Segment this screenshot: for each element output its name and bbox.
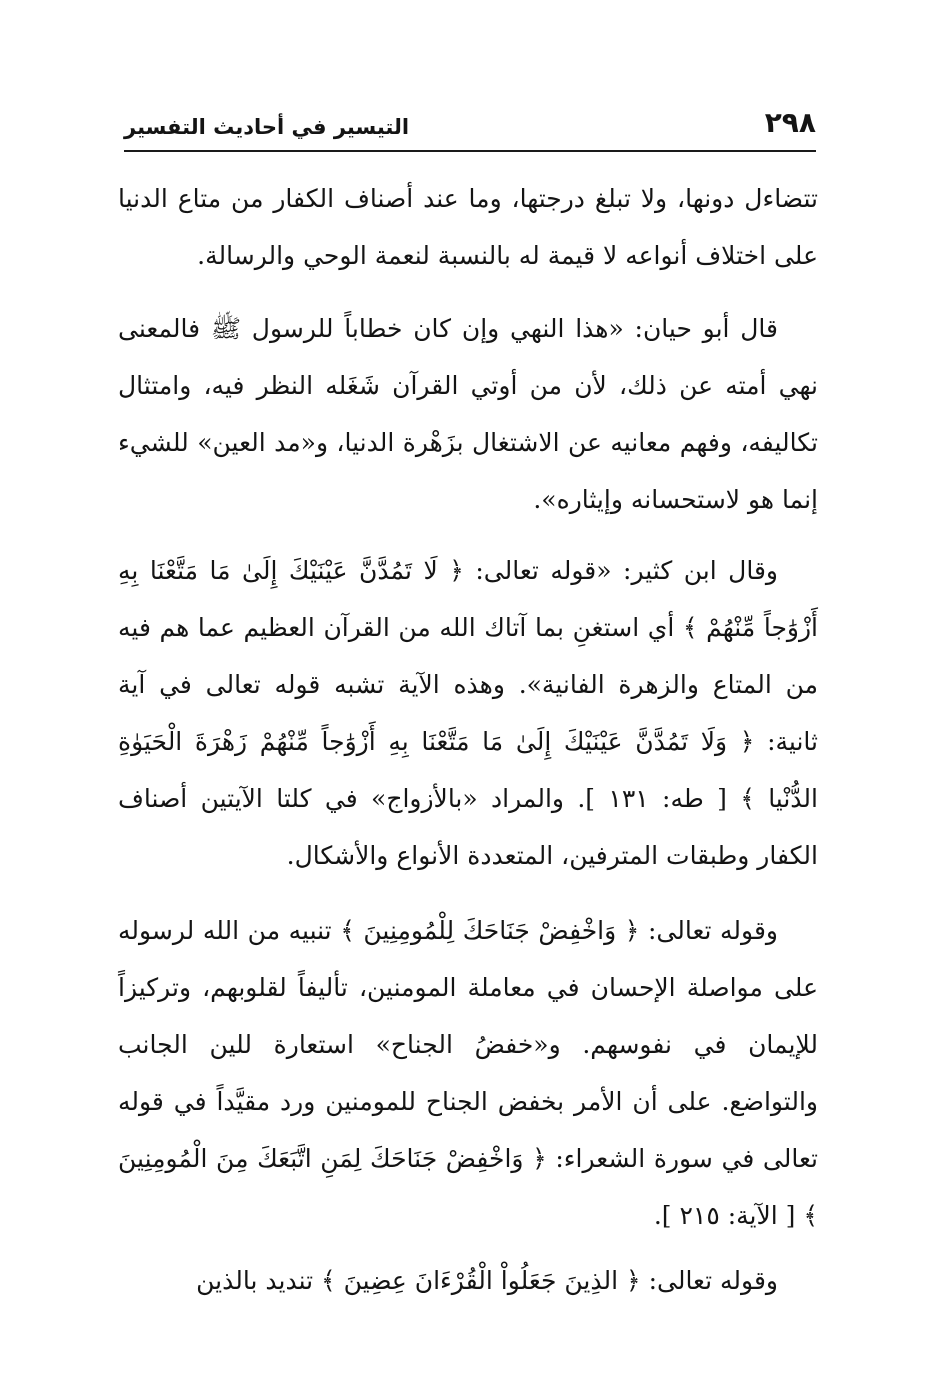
page-header <box>124 104 816 148</box>
paragraph-ibn-kathir: وقال ابن كثير: «قوله تعالى: ﴿ لَا تَمُدَّنَّ عَيْنَيْكَ إِلَىٰ مَا مَتَّعْنَا بِهِ أَزْوَٰجاً مِّنْهُمْ ﴾ أي استغنِ بما آتاك الله من القرآن العظيم عما هم فيه من المتاع والزهرة الفانية». وهذه الآية تشبه قوله تعالى في آية ثانية: ﴿ وَلَا تَمُدَّنَّ عَيْنَيْكَ إِلَىٰ مَا مَتَّعْنَا بِهِ أَزْوَٰجاً مِّنْهُمْ زَهْرَةَ الْحَيَوٰةِ الدُّنْيا ﴾ [ طه: ١٣١ ]. والمراد «بالأزواج» في كلتا الآيتين أصناف الكفار وطبقات المترفين، المتعددة الأنواع والأشكال. <box>118 556 819 870</box>
header-rule <box>124 150 816 152</box>
paragraph-lower-wing: وقوله تعالى: ﴿ وَاخْفِضْ جَنَاحَكَ لِلْمُومِنِينَ ﴾ تنبيه من الله لرسوله على مواصلة الإحسان في معاملة المومنين، تأليفاً لقلوبهم، وتركيزاً للإيمان في نفوسهم. و«خفضُ الجناح» استعارة للين الجانب والتواضع. على أن الأمر بخفض الجناح للمومنين ورد مقيَّداً في قوله تعالى في سورة الشعراء: ﴿ وَاخْفِضْ جَنَاحَكَ لِمَنِ اتَّبَعَكَ مِنَ الْمُومِنِينَ ﴾ [ الآية: ٢١٥ ]. <box>118 916 818 1230</box>
running-title: التيسير في أحاديث التفسير <box>124 115 410 139</box>
body-text <box>118 170 818 1309</box>
paragraph-abu-hayyan: قال أبو حيان: «هذا النهي وإن كان خطاباً للرسول ﷺ فالمعنى نهي أمته عن ذلك، لأن من أوتي القرآن شَغَله النظر فيه، وامتثال تكاليفه، وفهم معانيه عن الاشتغال بزَهْرة الدنيا، و«مد العين» للشيء إنما هو لاستحسانه وإيثاره». <box>118 314 818 514</box>
paragraph-qurane-idin: وقوله تعالى: ﴿ الذِينَ جَعَلُواْ الْقُرْءَانَ عِضِينَ ﴾ تنديد بالذين <box>196 1266 778 1295</box>
paragraph-continuation: تتضاءل دونها، ولا تبلغ درجتها، وما عند أصناف الكفار من متاع الدنيا على اختلاف أنواعه لا قيمة له بالنسبة لنعمة الوحي والرسالة. <box>118 184 818 270</box>
page-number: ٢٩٨ <box>764 106 816 139</box>
